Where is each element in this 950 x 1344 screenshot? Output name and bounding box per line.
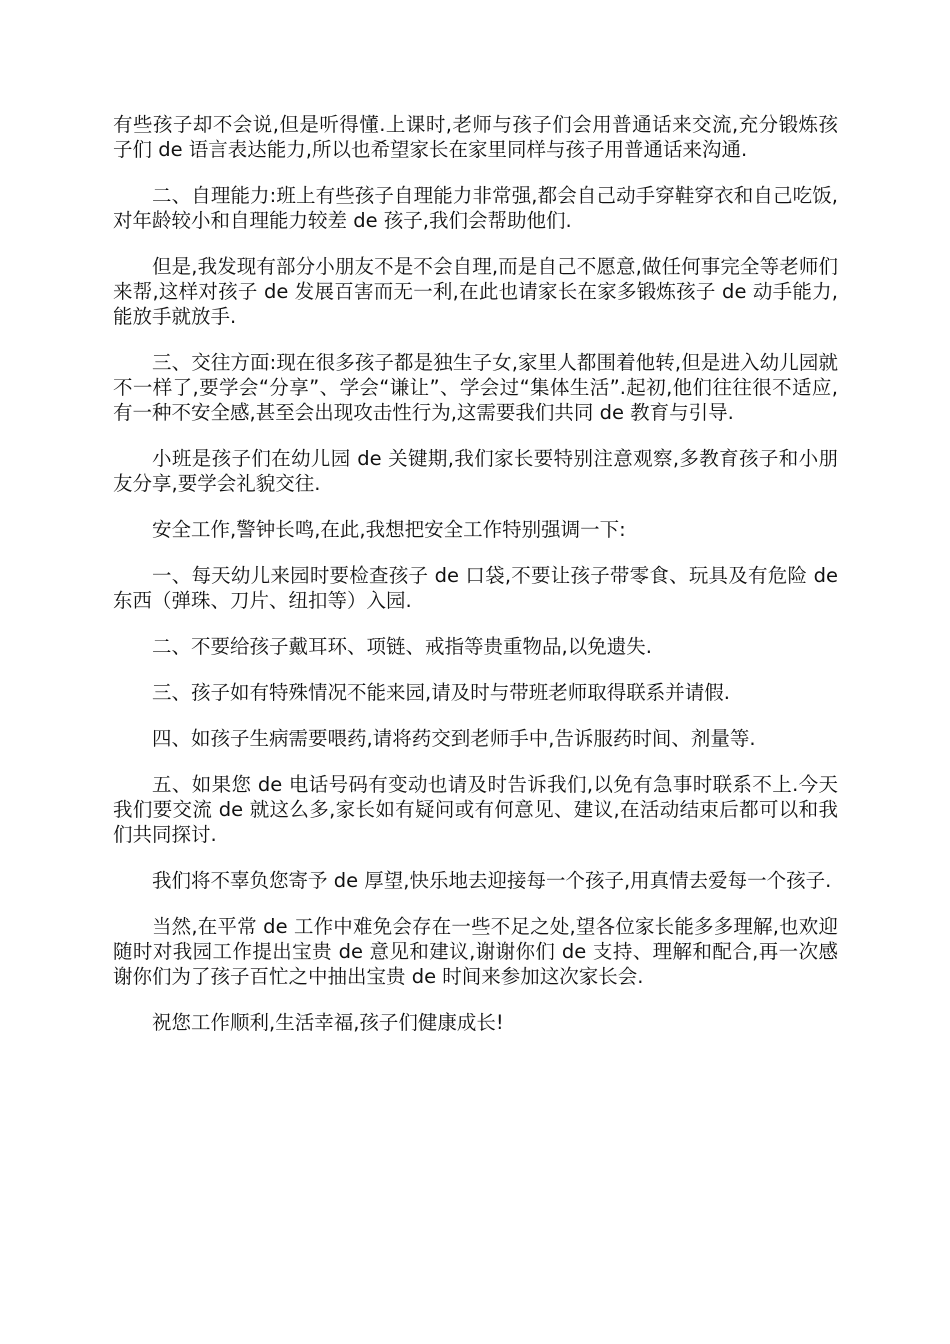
paragraph: 有些孩子却不会说,但是听得懂.上课时,老师与孩子们会用普通话来交流,充分锻炼孩子们 de 语言表达能力,所以也希望家长在家里同样与孩子用普通话来沟通. [113,113,838,161]
paragraph: 四、如孩子生病需要喂药,请将药交到老师手中,告诉服药时间、剂量等. [152,727,756,750]
paragraph: 五、如果您 de 电话号码有变动也请及时告诉我们,以免有急事时联系不上.今天我们要交流 de 就这么多,家长如有疑问或有何意见、建议,在活动结束后都可以和我们共同探讨. [113,773,838,846]
paragraph: 安全工作,警钟长鸣,在此,我想把安全工作特别强调一下: [152,518,626,541]
paragraph: 二、不要给孩子戴耳环、项链、戒指等贵重物品,以免遗失. [152,635,652,658]
document-body [113,112,838,1056]
paragraph: 但是,我发现有部分小朋友不是不会自理,而是自己不愿意,做任何事完全等老师们来帮,这样对孩子 de 发展百害而无一利,在此也请家长在家多锻炼孩子 de 动手能力,能放手就放手. [113,255,838,328]
paragraph: 一、每天幼儿来园时要检查孩子 de 口袋,不要让孩子带零食、玩具及有危险 de 东西（弹珠、刀片、纽扣等）入园. [113,564,838,612]
paragraph: 小班是孩子们在幼儿园 de 关键期,我们家长要特别注意观察,多教育孩子和小朋友分享,要学会礼貌交往. [113,447,838,495]
paragraph: 三、孩子如有特殊情况不能来园,请及时与带班老师取得联系并请假. [152,681,730,704]
paragraph: 祝您工作顺利,生活幸福,孩子们健康成长! [152,1011,504,1034]
paragraph: 三、交往方面:现在很多孩子都是独生子女,家里人都围着他转,但是进入幼儿园就不一样了,要学会“分享”、学会“谦让”、学会过“集体生活”.起初,他们往往很不适应,有一种不安全感,甚至会出现攻击性行为,这需要我们共同 de 教育与引导. [113,351,838,424]
paragraph: 我们将不辜负您寄予 de 厚望,快乐地去迎接每一个孩子,用真情去爱每一个孩子. [152,869,832,892]
paragraph: 当然,在平常 de 工作中难免会存在一些不足之处,望各位家长能多多理解,也欢迎随时对我园工作提出宝贵 de 意见和建议,谢谢你们 de 支持、理解和配合,再一次感谢你们为了孩子百忙之中抽出宝贵 de 时间来参加这次家长会. [113,915,838,988]
paragraph: 二、自理能力:班上有些孩子自理能力非常强,都会自己动手穿鞋穿衣和自己吃饭,对年龄较小和自理能力较差 de 孩子,我们会帮助他们. [113,184,838,232]
